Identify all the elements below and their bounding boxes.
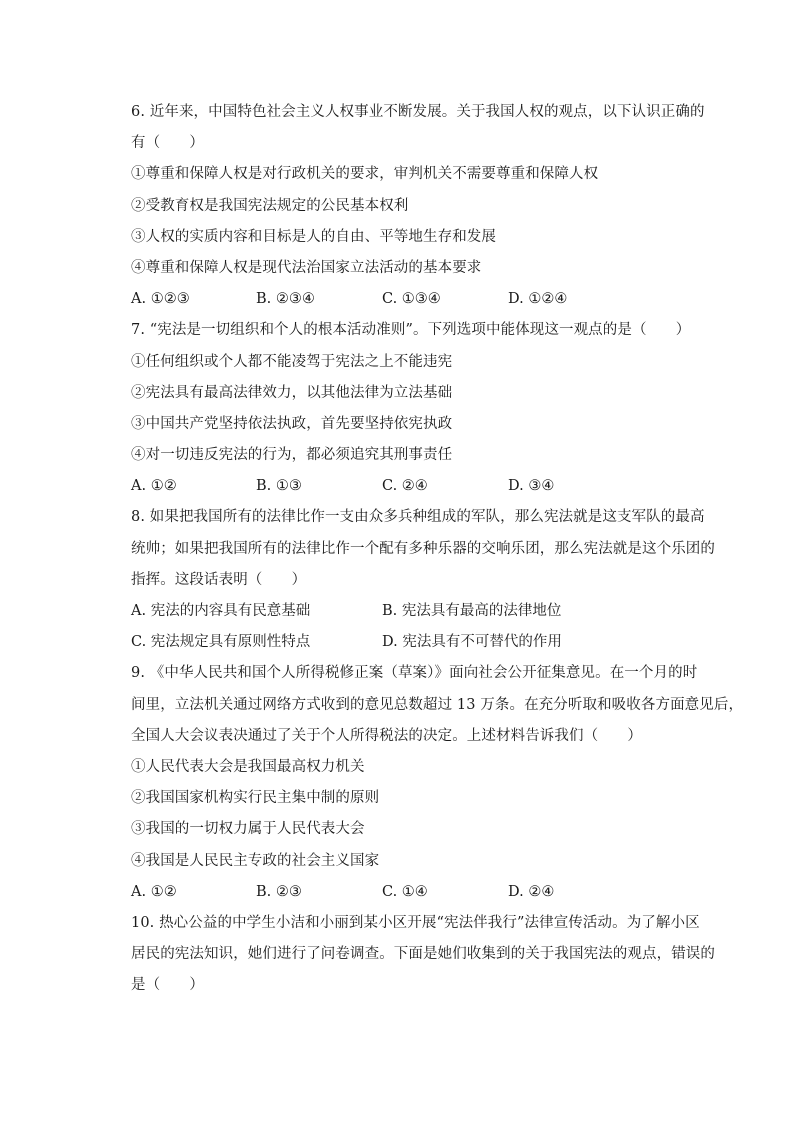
option-d: D. ①②④ xyxy=(508,291,568,308)
answer-options xyxy=(131,627,696,658)
option-a: A. ①②③ xyxy=(131,291,190,308)
option-b: B. ②③④ xyxy=(256,291,315,308)
answer-options xyxy=(131,877,696,908)
option-b: B. ①③ xyxy=(256,478,302,495)
statement: ④我国是人民民主专政的社会主义国家 xyxy=(131,852,380,869)
option-c: C. 宪法规定具有原则性特点 xyxy=(131,634,311,651)
statement: ①尊重和保障人权是对行政机关的要求，审判机关不需要尊重和保障人权 xyxy=(131,166,599,183)
question-stem-line: 有（ ） xyxy=(131,135,204,152)
statement: ④对一切违反宪法的行为，都必须追究其刑事责任 xyxy=(131,447,453,464)
question-7 xyxy=(131,315,696,502)
statement: ①任何组织或个人都不能凌驾于宪法之上不能违宪 xyxy=(131,353,453,370)
question-stem-line: 居民的宪法知识，她们进行了问卷调查。下面是她们收集到的关于我国宪法的观点，错误的 xyxy=(131,946,715,963)
option-c: C. ①③④ xyxy=(382,291,441,308)
statement: ③中国共产党坚持依法执政，首先要坚持依宪执政 xyxy=(131,415,453,432)
answer-options xyxy=(131,471,696,502)
option-b: B. 宪法具有最高的法律地位 xyxy=(382,603,562,619)
question-list xyxy=(131,97,744,1001)
answer-options xyxy=(131,596,696,627)
option-d: D. ②④ xyxy=(508,883,555,900)
statement: ①人民代表大会是我国最高权力机关 xyxy=(131,758,365,775)
statement: ④尊重和保障人权是现代法治国家立法活动的基本要求 xyxy=(131,259,482,276)
option-d: D. 宪法具有不可替代的作用 xyxy=(382,634,562,651)
option-a: A. 宪法的内容具有民意基础 xyxy=(131,603,311,619)
question-9 xyxy=(131,658,744,908)
option-c: C. ①④ xyxy=(382,883,428,900)
question-stem-line: 8. 如果把我国所有的法律比作一支由众多兵种组成的军队，那么宪法就是这支军队的最高 xyxy=(131,509,705,526)
option-c: C. ②④ xyxy=(382,478,428,495)
question-stem-line: 9. 《中华人民共和国个人所得税修正案（草案）》面向社会公开征集意见。在一个月的时 xyxy=(131,665,698,682)
question-8 xyxy=(131,502,715,658)
option-d: D. ③④ xyxy=(508,478,555,495)
question-10 xyxy=(131,908,715,1002)
answer-options xyxy=(131,284,696,315)
question-stem-line: 10. 热心公益的中学生小洁和小丽到某小区开展“宪法伴我行”法律宣传活动。为了解小区 xyxy=(131,914,700,931)
question-stem-line: 统帅；如果把我国所有的法律比作一个配有多种乐器的交响乐团，那么宪法就是这个乐团的 xyxy=(131,540,715,557)
question-stem-line: 6. 近年来，中国特色社会主义人权事业不断发展。关于我国人权的观点，以下认识正确的 xyxy=(131,104,705,120)
question-stem-line: 7. “宪法是一切组织和个人的根本活动准则”。下列选项中能体现这一观点的是（ ） xyxy=(131,322,691,339)
question-6 xyxy=(131,97,705,315)
statement: ②受教育权是我国宪法规定的公民基本权利 xyxy=(131,197,409,214)
question-stem-line: 指挥。这段话表明（ ） xyxy=(131,571,307,588)
question-stem-line: 全国人大会议表决通过了关于个人所得税法的决定。上述材料告诉我们（ ） xyxy=(131,727,642,744)
option-a: A. ①② xyxy=(131,883,177,900)
question-stem-line: 间里，立法机关通过网络方式收到的意见总数超过 13 万条。在充分听取和吸收各方面意见后， xyxy=(131,696,744,713)
statement: ②我国国家机构实行民主集中制的原则 xyxy=(131,790,380,807)
statement: ③人权的实质内容和目标是人的自由、平等地生存和发展 xyxy=(131,228,496,245)
option-b: B. ②③ xyxy=(256,883,302,900)
option-a: A. ①② xyxy=(131,478,177,495)
question-stem-line: 是（ ） xyxy=(131,977,204,994)
statement: ③我国的一切权力属于人民代表大会 xyxy=(131,821,365,838)
statement: ②宪法具有最高法律效力，以其他法律为立法基础 xyxy=(131,384,453,401)
